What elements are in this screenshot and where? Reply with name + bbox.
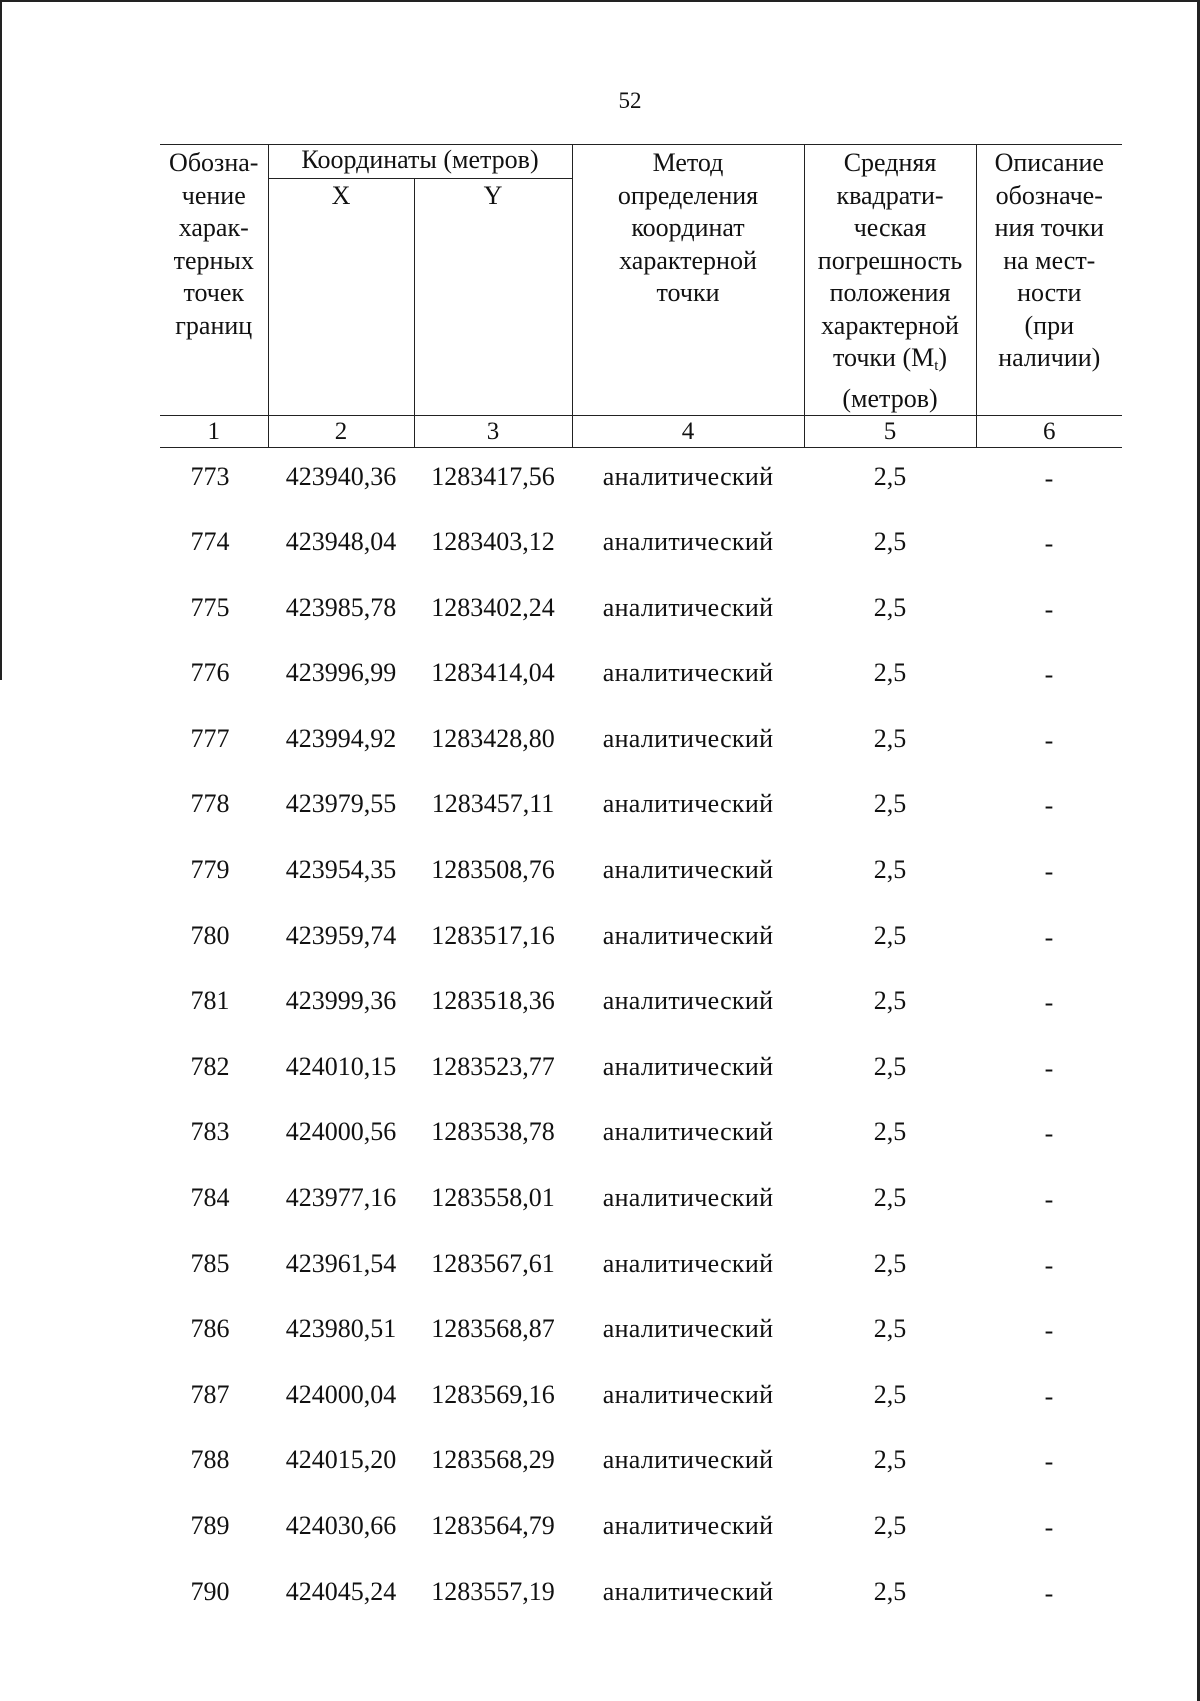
point-id: 774 <box>190 527 230 557</box>
error-cell: 2,5 <box>873 1445 907 1475</box>
coord-x: 424030,66 <box>285 1511 397 1540</box>
coord-y: 1283564,79 <box>431 1511 555 1540</box>
table-row <box>160 513 1122 579</box>
table-row <box>160 907 1122 973</box>
point-id: 789 <box>190 1511 230 1540</box>
coord-x: 423979,55 <box>285 789 397 819</box>
header-y: Y <box>414 178 572 415</box>
header-mean-square-error: Средняя квадрати- ческая погрешность положения характерной точки $(M_t)$ (метров) <box>804 145 976 416</box>
table-row <box>160 775 1122 841</box>
coord-y: 1283557,19 <box>431 1576 555 1606</box>
coord-y: 1283558,01 <box>431 1183 555 1213</box>
method-cell: аналитический <box>602 986 774 1016</box>
coord-y: 1283403,12 <box>431 527 555 557</box>
error-cell: 2,5 <box>873 1314 907 1344</box>
point-id: 786 <box>190 1314 230 1344</box>
table-row <box>160 1103 1122 1169</box>
coord-y: 1283523,77 <box>431 1051 555 1081</box>
error-cell: 2,5 <box>873 1051 907 1081</box>
coord-x: 423961,54 <box>285 1248 397 1278</box>
error-cell: 2,5 <box>873 1183 907 1213</box>
description-cell: - <box>1044 1185 1054 1215</box>
description-cell: - <box>1044 1513 1054 1542</box>
error-cell: 2,5 <box>873 1511 907 1540</box>
table-row <box>160 972 1122 1038</box>
description-cell: - <box>1044 529 1054 559</box>
table-row <box>160 1366 1122 1432</box>
point-id: 780 <box>190 920 230 950</box>
method-cell: аналитический <box>602 592 774 622</box>
description-cell: - <box>1044 594 1054 624</box>
point-id: 784 <box>190 1183 230 1213</box>
method-cell: аналитический <box>602 527 774 557</box>
table-row <box>160 1563 1122 1629</box>
error-cell: 2,5 <box>873 723 907 753</box>
error-cell: 2,5 <box>873 462 907 491</box>
coord-y: 1283414,04 <box>431 658 555 688</box>
method-cell: аналитический <box>602 723 774 753</box>
description-cell: - <box>1044 1381 1054 1411</box>
coord-y: 1283402,24 <box>431 592 555 622</box>
point-id: 777 <box>190 723 230 753</box>
error-cell: 2,5 <box>873 855 907 885</box>
table-row <box>160 1431 1122 1497</box>
error-cell: 2,5 <box>873 527 907 557</box>
error-cell: 2,5 <box>873 789 907 819</box>
method-cell: аналитический <box>602 1314 774 1344</box>
coord-y: 1283508,76 <box>431 855 555 885</box>
method-cell: аналитический <box>602 1248 774 1278</box>
method-cell: аналитический <box>602 1511 774 1540</box>
header-x: X <box>268 178 414 415</box>
error-cell: 2,5 <box>873 1117 907 1147</box>
column-number-6: 6 <box>976 416 1122 448</box>
coord-x: 423977,16 <box>285 1183 397 1213</box>
error-cell: 2,5 <box>873 1248 907 1278</box>
coord-x: 424015,20 <box>285 1445 397 1475</box>
coord-x: 423980,51 <box>285 1314 397 1344</box>
table-row <box>160 841 1122 907</box>
point-id: 778 <box>190 789 230 819</box>
description-cell: - <box>1044 1447 1054 1477</box>
column-number-3: 3 <box>414 416 572 448</box>
description-cell: - <box>1044 922 1054 952</box>
coord-y: 1283568,29 <box>431 1445 555 1475</box>
description-cell: - <box>1044 464 1054 493</box>
method-cell: аналитический <box>602 462 774 491</box>
table-row <box>160 579 1122 645</box>
header-point-designation: Обозна- чение харак- терных точек границ <box>160 145 268 416</box>
table-row <box>160 710 1122 776</box>
coord-y: 1283428,80 <box>431 723 555 753</box>
coord-y: 1283569,16 <box>431 1379 555 1409</box>
point-id: 785 <box>190 1248 230 1278</box>
point-id: 776 <box>190 658 230 688</box>
point-id: 773 <box>190 462 230 491</box>
coord-x: 423999,36 <box>285 986 397 1016</box>
coord-y: 1283518,36 <box>431 986 555 1016</box>
coord-x: 423954,35 <box>285 855 397 885</box>
point-id: 790 <box>190 1576 230 1606</box>
description-cell: - <box>1044 660 1054 690</box>
table-row <box>160 1235 1122 1301</box>
description-cell: - <box>1044 725 1054 755</box>
method-cell: аналитический <box>602 1576 774 1606</box>
description-cell: - <box>1044 791 1054 821</box>
point-id: 775 <box>190 592 230 622</box>
table-row <box>160 1038 1122 1104</box>
table-row <box>160 644 1122 710</box>
table-row <box>160 448 1122 514</box>
method-cell: аналитический <box>602 658 774 688</box>
page-number: 52 <box>618 88 642 113</box>
method-cell: аналитический <box>602 1445 774 1475</box>
coord-x: 423948,04 <box>285 527 397 557</box>
coord-x: 424045,24 <box>285 1576 397 1606</box>
coord-x: 423985,78 <box>285 592 397 622</box>
description-cell: - <box>1044 1578 1054 1608</box>
coord-x: 423996,99 <box>285 658 397 688</box>
table-row <box>160 1169 1122 1235</box>
error-cell: 2,5 <box>873 986 907 1016</box>
header-subscript-t: t <box>934 358 939 374</box>
coord-x: 423940,36 <box>285 462 397 491</box>
error-cell: 2,5 <box>873 1379 907 1409</box>
coord-y: 1283567,61 <box>431 1248 555 1278</box>
point-id: 783 <box>190 1117 230 1147</box>
point-id: 782 <box>190 1051 230 1081</box>
header-description: Описание обозначе- ния точки на мест- ности (при наличии) <box>976 145 1122 416</box>
coord-y: 1283517,16 <box>431 920 555 950</box>
method-cell: аналитический <box>602 1379 774 1409</box>
description-cell: - <box>1044 1316 1054 1346</box>
method-cell: аналитический <box>602 920 774 950</box>
description-cell: - <box>1044 1119 1054 1149</box>
coord-y: 1283538,78 <box>431 1117 555 1147</box>
coord-x: 424000,56 <box>285 1117 397 1147</box>
scan-border-top <box>0 0 1200 2</box>
column-number-5: 5 <box>804 416 976 448</box>
point-id: 787 <box>190 1379 230 1409</box>
description-cell: - <box>1044 1250 1054 1280</box>
coord-x: 424000,04 <box>285 1379 397 1409</box>
error-cell: 2,5 <box>873 920 907 950</box>
column-number-1: 1 <box>160 416 268 448</box>
method-cell: аналитический <box>602 789 774 819</box>
description-cell: - <box>1044 988 1054 1018</box>
error-cell: 2,5 <box>873 1576 907 1606</box>
scan-border-left <box>0 0 2 680</box>
coord-y: 1283568,87 <box>431 1314 555 1344</box>
column-number-2: 2 <box>268 416 414 448</box>
table-row <box>160 1497 1122 1563</box>
point-id: 788 <box>190 1445 230 1475</box>
coordinates-table <box>160 144 1122 1628</box>
method-cell: аналитический <box>602 1183 774 1213</box>
header-method: Метод определения координат характерной точки <box>572 145 804 416</box>
method-cell: аналитический <box>602 855 774 885</box>
coord-y: 1283417,56 <box>431 462 555 491</box>
table-row <box>160 1300 1122 1366</box>
coord-x: 423994,92 <box>285 723 397 753</box>
description-cell: - <box>1044 857 1054 887</box>
table-body <box>160 448 1122 1629</box>
column-number-4: 4 <box>572 416 804 448</box>
coord-x: 424010,15 <box>285 1051 397 1081</box>
point-id: 781 <box>190 986 230 1016</box>
description-cell: - <box>1044 1053 1054 1083</box>
method-cell: аналитический <box>602 1117 774 1147</box>
point-id: 779 <box>190 855 230 885</box>
method-cell: аналитический <box>602 1051 774 1081</box>
error-cell: 2,5 <box>873 658 907 688</box>
header-coordinates-group: Координаты (метров) <box>268 145 572 179</box>
coord-x: 423959,74 <box>285 920 397 950</box>
error-cell: 2,5 <box>873 592 907 622</box>
coord-y: 1283457,11 <box>431 789 555 819</box>
